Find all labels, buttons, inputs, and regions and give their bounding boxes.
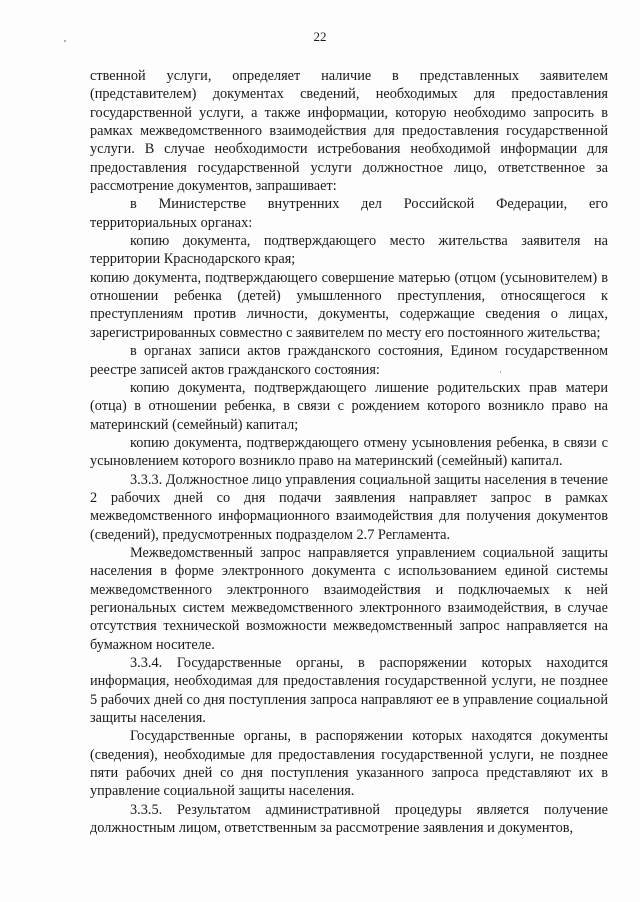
paragraph-deprivation-document: копию документа, подтверждающего лишение родительских прав матери (отца) в отношении ребенка, в связи с рождением которого возникло право на материнский (семейный) капитал; (90, 379, 608, 433)
paragraph-3-3-3: 3.3.3. Должностное лицо управления социальной защиты населения в течение 2 рабочих дней со дня подачи заявления направляет запрос в рамках межведомственного информационного взаимодействия для получения документов (сведений), предусмотренных подразделом 2.7 Регламента. (90, 471, 608, 543)
paragraph-3-3-5: 3.3.5. Результатом административной процедуры является получение должностным лицом, ответственным за рассмотрение заявления и документов, (90, 801, 608, 837)
scan-speck (500, 371, 501, 373)
paragraph-state-bodies: Государственные органы, в распоряжении которых находятся документы (сведения), необходимые для предоставления государственной услуги, не позднее пяти рабочих дней со дня поступления указанного запроса представляют их в управление социальной защиты населения. (90, 728, 608, 800)
paragraph-crime-document: копию документа, подтверждающего совершение матерью (отцом (усыновителем) в отношении ребенка (детей) умышленного преступления, относящегося к преступлениям против личности, документы, содержащие сведения о лицах, зарегистрированных совместно с заявителем по месту его постоянного жительства; (90, 269, 608, 341)
document-body (90, 67, 608, 837)
paragraph-3-3-4: 3.3.4. Государственные органы, в распоряжении которых находится информация, необходимая для предоставления государственной услуги, не позднее 5 рабочих дней со дня поступления запроса направляют ее в управление социальной защиты населения. (90, 655, 608, 727)
scan-speck (64, 40, 66, 42)
paragraph-civil-registry: в органах записи актов гражданского состояния, Едином государственном реестре записей актов гражданского состояния: (90, 343, 608, 378)
paragraph-continuation: ственной услуги, определяет наличие в представленных заявителем (представителем) документах сведений, необходимых для предоставления государственной услуги, а также информации, которую необходимо запросить в рамках межведомственного взаимодействия для предоставления государственной услуги. В случае необходимости истребования необходимой информации для предоставления государственной услуги должностное лицо, ответственное за рассмотрение документов, запрашивает: (90, 68, 608, 195)
paragraph-interagency-request: Межведомственный запрос направляется управлением социальной защиты населения в форме электронного документа с использованием единой системы межведомственного электронного взаимодействия и подключаемых к ней региональных систем межведомственного электронного взаимодействия, в случае отсутствия технической возможности межведомственный запрос направляется на бумажном носителе. (90, 544, 608, 653)
page-number: 22 (313, 29, 327, 44)
paragraph-residence-document: копию документа, подтверждающего место жительства заявителя на территории Краснодарского края; (90, 233, 608, 268)
paragraph-adoption-cancel-document: копию документа, подтверждающего отмену усыновления ребенка, в связи с усыновлением которого возникло право на материнский (семейный) капитал. (90, 434, 608, 470)
paragraph-mvd: в Министерстве внутренних дел Российской Федерации, его территориальных органах: (90, 196, 608, 231)
